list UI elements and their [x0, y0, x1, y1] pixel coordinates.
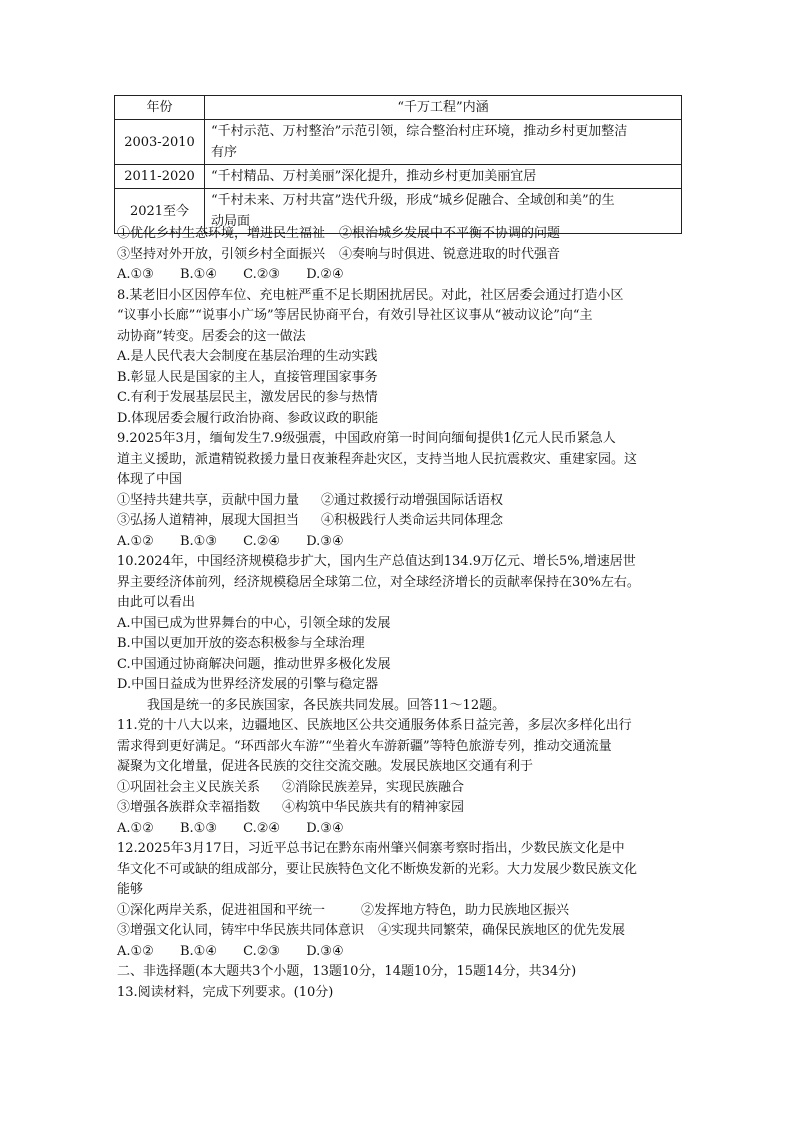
- q9-choices: [117, 532, 685, 553]
- q7-items-line: [117, 245, 685, 266]
- row-desc-line: “千村未来、万村共富”迭代升级，形成“城乡促融合、全域创和美”的生: [211, 193, 615, 208]
- row-year: 2003-2010: [115, 120, 205, 165]
- header-connotation: “千万工程”内涵: [205, 96, 682, 120]
- row-year: 2021至今: [115, 189, 205, 234]
- choice-a[interactable]: A.①③: [117, 267, 154, 282]
- choice-b[interactable]: B.①④: [179, 943, 217, 959]
- q11-stem-line: 凝聚为文化增量，促进各民族的交往交流交融。发展民族地区交通有利于: [117, 759, 534, 774]
- choice-c[interactable]: C.②④: [243, 820, 281, 836]
- q11-stem-line: 需求得到更好满足。“环西部火车游”“坐着火车游新疆”等特色旅游专列，推动交通流量: [117, 738, 612, 754]
- q9-stem-line: 道主义援助，派遣精锐救援力量日夜兼程奔赴灾区，支持当地人民抗震救灾、重建家园。这: [117, 451, 638, 467]
- q12-choices: [117, 942, 685, 963]
- q12-stem-line: 能够: [117, 882, 144, 897]
- q10-option-a[interactable]: A.中国已成为世界舞台的中心，引领全球的发展: [117, 615, 391, 631]
- group-intro: 我国是统一的多民族国家，各民族共同发展。回答11～12题。: [147, 697, 506, 713]
- choice-c[interactable]: C.②③: [243, 943, 281, 959]
- choice-a[interactable]: A.①②: [117, 533, 154, 549]
- q12-item: ①深化两岸关系，促进祖国和平统一: [117, 902, 326, 918]
- q9-item: ③弘扬人道精神，展现大国担当: [117, 513, 300, 528]
- q10-option-c[interactable]: C.中国通过协商解决问题，推动世界多极化发展: [117, 656, 391, 672]
- choice-d[interactable]: D.③④: [306, 533, 344, 549]
- q11-items-line: [117, 798, 685, 819]
- q8-option-d[interactable]: D.体现居委会履行政治协商、参政议政的职能: [117, 410, 379, 426]
- q9-item: ④积极践行人类命运共同体理念: [321, 513, 504, 528]
- choice-d[interactable]: D.②④: [306, 267, 344, 282]
- choice-d[interactable]: D.③④: [306, 943, 344, 959]
- q8-option-b[interactable]: B.彰显人民是国家的主人，直接管理国家事务: [117, 369, 378, 385]
- q11-item: ①巩固社会主义民族关系: [117, 779, 261, 795]
- choice-a[interactable]: A.①②: [117, 943, 154, 959]
- q9-items-line: [117, 511, 685, 532]
- q9-item: ①坚持共建共享，贡献中国力量: [117, 492, 300, 508]
- choice-b[interactable]: B.①③: [179, 533, 217, 549]
- q8-stem-line: “议事小长廊”“说事小广场”等居民协商平台，有效引导社区议事从“被动议论”向“主: [117, 308, 593, 323]
- q12-item: ②发挥地方特色，助力民族地区振兴: [361, 902, 570, 918]
- q10-stem-line: 10.2024年，中国经济规模稳步扩大，国内生产总值达到134.9万亿元、增长5%,增速居世: [117, 554, 636, 569]
- q12-items-line: [117, 901, 685, 922]
- q10-option-b[interactable]: B.中国以更加开放的姿态积极参与全球治理: [117, 636, 365, 651]
- thousand-village-project-table: [114, 95, 682, 234]
- choice-b[interactable]: B.①④: [179, 267, 217, 282]
- q8-stem-line: 8.某老旧小区因停车位、充电桩严重不足长期困扰居民。对此，社区居委会通过打造小区: [117, 287, 624, 303]
- row-year: 2011-2020: [115, 165, 205, 189]
- q8-option-c[interactable]: C.有利于发展基层民主，激发居民的参与热情: [117, 390, 378, 405]
- row-desc: [205, 120, 682, 165]
- q11-stem-line: 11.党的十八大以来，边疆地区、民族地区公共交通服务体系日益完善，多层次多样化出行: [117, 718, 632, 733]
- q10-option-d[interactable]: D.中国日益成为世界经济发展的引擎与稳定器: [117, 677, 379, 692]
- q8-option-a[interactable]: A.是人民代表大会制度在基层治理的生动实践: [117, 349, 378, 364]
- row-desc-line: “千村示范、万村整治”示范引领，综合整治村庄环境，推动乡村更加整洁: [211, 124, 628, 139]
- q7-item: ④奏响与时俱进、锐意进取的时代强音: [339, 246, 561, 262]
- q11-item: ④构筑中华民族共有的精神家园: [282, 800, 465, 815]
- q13-stem: 13.阅读材料，完成下列要求。(10分): [117, 984, 334, 1000]
- header-year: 年份: [115, 96, 205, 120]
- choice-a[interactable]: A.①②: [117, 820, 154, 836]
- choice-c[interactable]: C.②④: [243, 533, 281, 549]
- q12-item: ③增强文化认同，铸牢中华民族共同体意识: [117, 923, 365, 938]
- q7-choices: [117, 265, 685, 286]
- q7-item: ①优化乡村生态环境，增进民生福祉: [117, 226, 326, 241]
- choice-d[interactable]: D.③④: [306, 820, 344, 836]
- q7-items-line: [117, 224, 685, 245]
- q7-item: ②根治城乡发展中不平衡不协调的问题: [339, 226, 561, 241]
- row-desc-line: 动局面: [211, 214, 251, 229]
- table-row: [115, 165, 682, 189]
- q9-stem-line: 9.2025年3月，缅甸发生7.9级强震，中国政府第一时间向缅甸提供1亿元人民币紧急人: [117, 431, 616, 446]
- questions: [117, 224, 685, 1003]
- q12-item: ④实现共同繁荣，确保民族地区的优先发展: [378, 923, 626, 938]
- q7-item: ③坚持对外开放，引领乡村全面振兴: [117, 246, 326, 262]
- choice-b[interactable]: B.①③: [179, 820, 217, 836]
- table-header-row: [115, 96, 682, 120]
- q10-stem-line: 由此可以看出: [117, 595, 196, 610]
- q9-items-line: [117, 491, 685, 512]
- choice-c[interactable]: C.②③: [243, 267, 281, 282]
- q8-stem-line: 动协商”转变。居委会的这一做法: [117, 328, 306, 344]
- q12-stem-line: 华文化不可或缺的组成部分，要让民族特色文化不断焕发新的光彩。大力发展少数民族文化: [117, 861, 638, 877]
- q11-choices: [117, 819, 685, 840]
- row-desc-line: “千村精品、万村美丽”深化提升，推动乡村更加美丽宜居: [211, 169, 537, 184]
- row-desc-line: 有序: [211, 145, 238, 160]
- table-row: [115, 120, 682, 165]
- section-heading: 二、非选择题(本大题共3个小题，13题10分，14题10分，15题14分，共34分): [117, 964, 577, 979]
- q11-items-line: [117, 778, 685, 799]
- q12-stem-line: 12.2025年3月17日，习近平总书记在黔东南州肇兴侗寨考察时指出，少数民族文化是中: [117, 841, 625, 856]
- q9-stem-line: 体现了中国: [117, 472, 183, 487]
- row-desc: [205, 165, 682, 189]
- q12-items-line: [117, 921, 685, 942]
- q11-item: ②消除民族差异，实现民族融合: [282, 779, 465, 795]
- q11-item: ③增强各族群众幸福指数: [117, 800, 261, 815]
- q10-stem-line: 界主要经济体前列，经济规模稳居全球第二位，对全球经济增长的贡献率保持在30%左右。: [117, 574, 640, 590]
- q9-item: ②通过救援行动增强国际话语权: [321, 492, 504, 508]
